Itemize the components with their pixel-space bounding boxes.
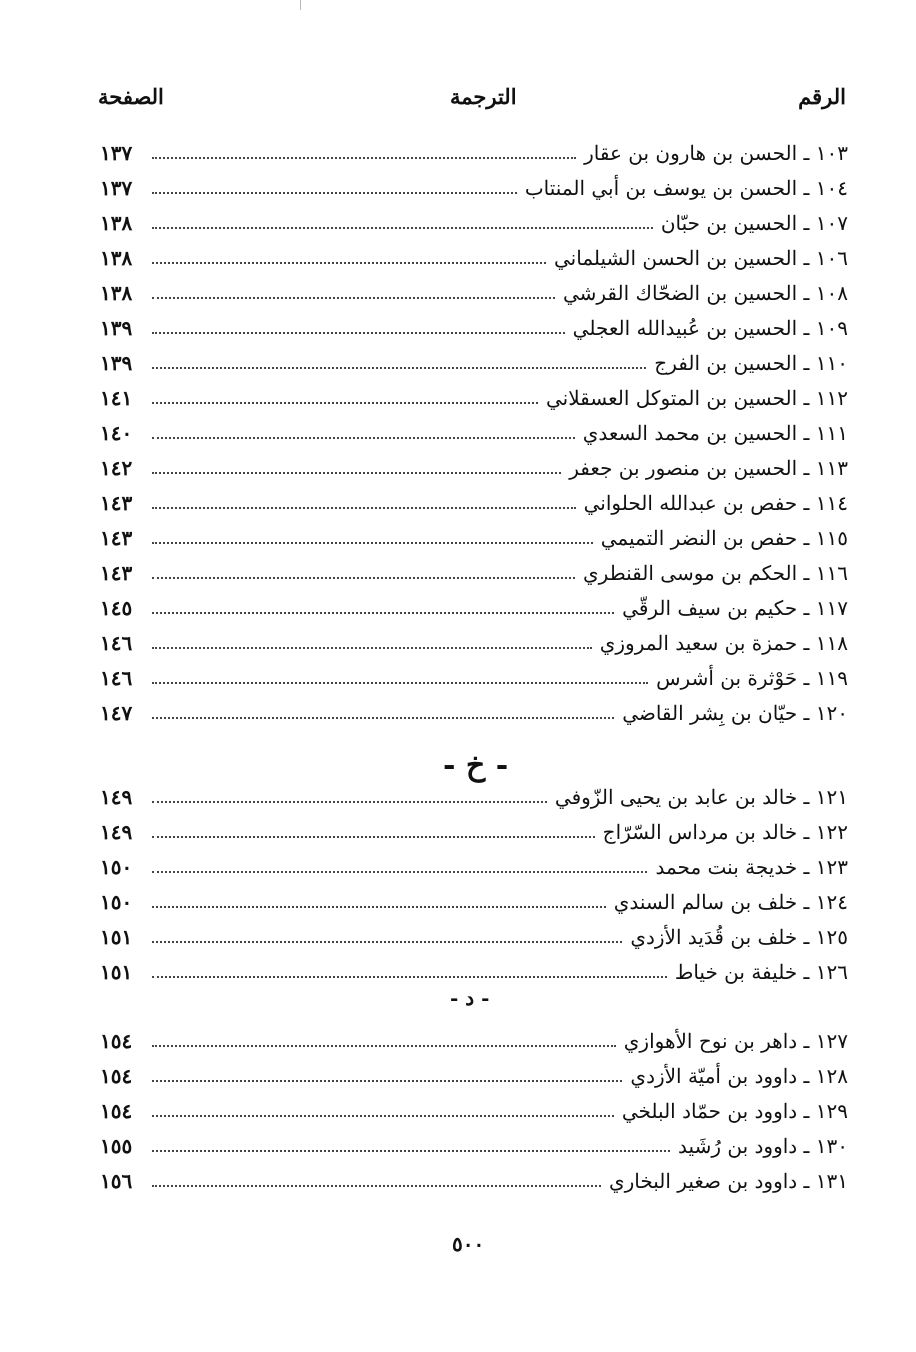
scan-mark xyxy=(300,0,301,10)
dot-leader xyxy=(152,976,667,978)
index-entry xyxy=(100,383,848,413)
section-heading-kha: - خ - xyxy=(443,748,509,783)
dot-leader xyxy=(152,941,622,943)
index-entry xyxy=(100,887,848,917)
entry-page: ١٣٧ xyxy=(100,176,133,200)
dot-leader xyxy=(152,192,517,194)
entry-name: ١٢٢ ـ خالد بن مرداس السّرّاج xyxy=(602,820,848,844)
entry-page: ١٤٩ xyxy=(100,820,133,844)
index-entry xyxy=(100,173,848,203)
index-entry xyxy=(100,957,848,987)
entry-name: ١٠٨ ـ الحسين بن الضحّاك القرشي xyxy=(562,281,848,305)
header-page: الصفحة xyxy=(98,84,164,109)
index-entry xyxy=(100,852,848,882)
dot-leader xyxy=(152,227,653,229)
entry-page: ١٣٨ xyxy=(100,246,133,270)
entry-page: ١٥٠ xyxy=(100,890,133,914)
page-number: ٥٠٠ xyxy=(452,1232,485,1256)
index-entry xyxy=(100,782,848,812)
index-entry xyxy=(100,523,848,553)
entry-name: ١١٩ ـ حَوْثرة بن أشرس xyxy=(656,666,848,690)
entry-name: ١١٧ ـ حكيم بن سيف الرقّي xyxy=(622,596,848,620)
entry-page: ١٣٩ xyxy=(100,316,133,340)
dot-leader xyxy=(152,472,561,474)
entry-name: ١١٣ ـ الحسين بن منصور بن جعفر xyxy=(569,456,848,480)
entry-page: ١٣٨ xyxy=(100,211,133,235)
index-entry xyxy=(100,418,848,448)
entry-page: ١٤٣ xyxy=(100,561,133,585)
index-entry xyxy=(100,1096,848,1126)
entry-name: ١٠٤ ـ الحسن بن يوسف بن أبي المنتاب xyxy=(524,176,848,200)
entry-page: ١٤٦ xyxy=(100,666,133,690)
entry-name: ١١٠ ـ الحسين بن الفرج xyxy=(654,351,848,375)
index-entry xyxy=(100,138,848,168)
dot-leader xyxy=(152,1185,601,1187)
index-entry xyxy=(100,817,848,847)
entry-name: ١٠٦ ـ الحسين بن الحسن الشيلماني xyxy=(553,246,848,270)
entry-page: ١٤٣ xyxy=(100,491,133,515)
entry-name: ١٢٧ ـ داهر بن نوح الأهوازي xyxy=(623,1029,848,1053)
entry-page: ١٤٧ xyxy=(100,701,133,725)
dot-leader xyxy=(152,801,547,803)
dot-leader xyxy=(152,906,606,908)
entry-page: ١٥٤ xyxy=(100,1099,133,1123)
dot-leader xyxy=(152,1150,670,1152)
index-entry xyxy=(100,558,848,588)
dot-leader xyxy=(152,871,647,873)
entry-name: ١٠٧ ـ الحسين بن حبّان xyxy=(660,211,848,235)
index-entry xyxy=(100,1131,848,1161)
index-entry xyxy=(100,1166,848,1196)
dot-leader xyxy=(152,157,576,159)
index-entry xyxy=(100,698,848,728)
entry-name: ١٠٩ ـ الحسين بن عُبيدالله العجلي xyxy=(572,316,848,340)
entry-name: ١٠٣ ـ الحسن بن هارون بن عقار xyxy=(584,141,848,165)
dot-leader xyxy=(152,507,576,509)
index-entry xyxy=(100,922,848,952)
entry-page: ١٥٤ xyxy=(100,1029,133,1053)
dot-leader xyxy=(152,612,614,614)
entry-name: ١٢٣ ـ خديجة بنت محمد xyxy=(655,855,848,879)
dot-leader xyxy=(152,402,538,404)
entry-page: ١٤٢ xyxy=(100,456,133,480)
dot-leader xyxy=(152,647,592,649)
entry-page: ١٥٥ xyxy=(100,1134,133,1158)
section-heading-dal: - د - xyxy=(450,986,490,1010)
dot-leader xyxy=(152,717,614,719)
index-entry xyxy=(100,593,848,623)
dot-leader xyxy=(152,1115,614,1117)
entry-name: ١٣١ ـ داوود بن صغير البخاري xyxy=(608,1169,848,1193)
index-entry xyxy=(100,1026,848,1056)
index-entry xyxy=(100,348,848,378)
entry-name: ١١٨ ـ حمزة بن سعيد المروزي xyxy=(599,631,848,655)
entry-name: ١٢٨ ـ داوود بن أميّة الأزدي xyxy=(630,1064,848,1088)
entry-name: ١٢٥ ـ خلف بن قُدَيد الأزدي xyxy=(630,925,848,949)
dot-leader xyxy=(152,297,555,299)
entry-page: ١٣٧ xyxy=(100,141,133,165)
entry-page: ١٤٩ xyxy=(100,785,133,809)
entry-page: ١٥٤ xyxy=(100,1064,133,1088)
index-entry xyxy=(100,628,848,658)
dot-leader xyxy=(152,542,593,544)
index-entry xyxy=(100,278,848,308)
dot-leader xyxy=(152,682,648,684)
index-entry xyxy=(100,1061,848,1091)
entry-page: ١٥٦ xyxy=(100,1169,133,1193)
dot-leader xyxy=(152,367,646,369)
index-entry xyxy=(100,453,848,483)
entry-page: ١٤١ xyxy=(100,386,133,410)
entry-name: ١١١ ـ الحسين بن محمد السعدي xyxy=(582,421,848,445)
header-title: الترجمة xyxy=(450,84,517,109)
dot-leader xyxy=(152,577,575,579)
index-entry xyxy=(100,488,848,518)
entry-name: ١١٢ ـ الحسين بن المتوكل العسقلاني xyxy=(545,386,848,410)
dot-leader xyxy=(152,836,595,838)
entry-page: ١٥٠ xyxy=(100,855,133,879)
entry-name: ١١٥ ـ حفص بن النضر التميمي xyxy=(600,526,848,550)
entry-name: ١١٤ ـ حفص بن عبدالله الحلواني xyxy=(583,491,848,515)
entry-page: ١٤٠ xyxy=(100,421,133,445)
entry-name: ١٢١ ـ خالد بن عابد بن يحيى الزّوفي xyxy=(554,785,848,809)
entry-page: ١٤٥ xyxy=(100,596,133,620)
entry-page: ١٣٨ xyxy=(100,281,133,305)
entry-page: ١٥١ xyxy=(100,925,133,949)
entry-name: ١٢٦ ـ خليفة بن خياط xyxy=(674,960,848,984)
dot-leader xyxy=(152,437,575,439)
index-entry xyxy=(100,208,848,238)
dot-leader xyxy=(152,262,546,264)
entry-name: ١١٦ ـ الحكم بن موسى القنطري xyxy=(583,561,848,585)
dot-leader xyxy=(152,1080,622,1082)
header-number: الرقم xyxy=(798,84,846,109)
entry-name: ١٢٠ ـ حيّان بن بِشر القاضي xyxy=(622,701,848,725)
dot-leader xyxy=(152,1045,616,1047)
index-entry xyxy=(100,313,848,343)
entry-page: ١٤٣ xyxy=(100,526,133,550)
entry-page: ١٥١ xyxy=(100,960,133,984)
index-entry xyxy=(100,243,848,273)
index-entry xyxy=(100,663,848,693)
entry-name: ١٣٠ ـ داوود بن رُشَيد xyxy=(678,1134,848,1158)
entry-name: ١٢٤ ـ خلف بن سالم السندي xyxy=(613,890,848,914)
entry-page: ١٤٦ xyxy=(100,631,133,655)
entry-name: ١٢٩ ـ داوود بن حمّاد البلخي xyxy=(621,1099,848,1123)
entry-page: ١٣٩ xyxy=(100,351,133,375)
dot-leader xyxy=(152,332,565,334)
